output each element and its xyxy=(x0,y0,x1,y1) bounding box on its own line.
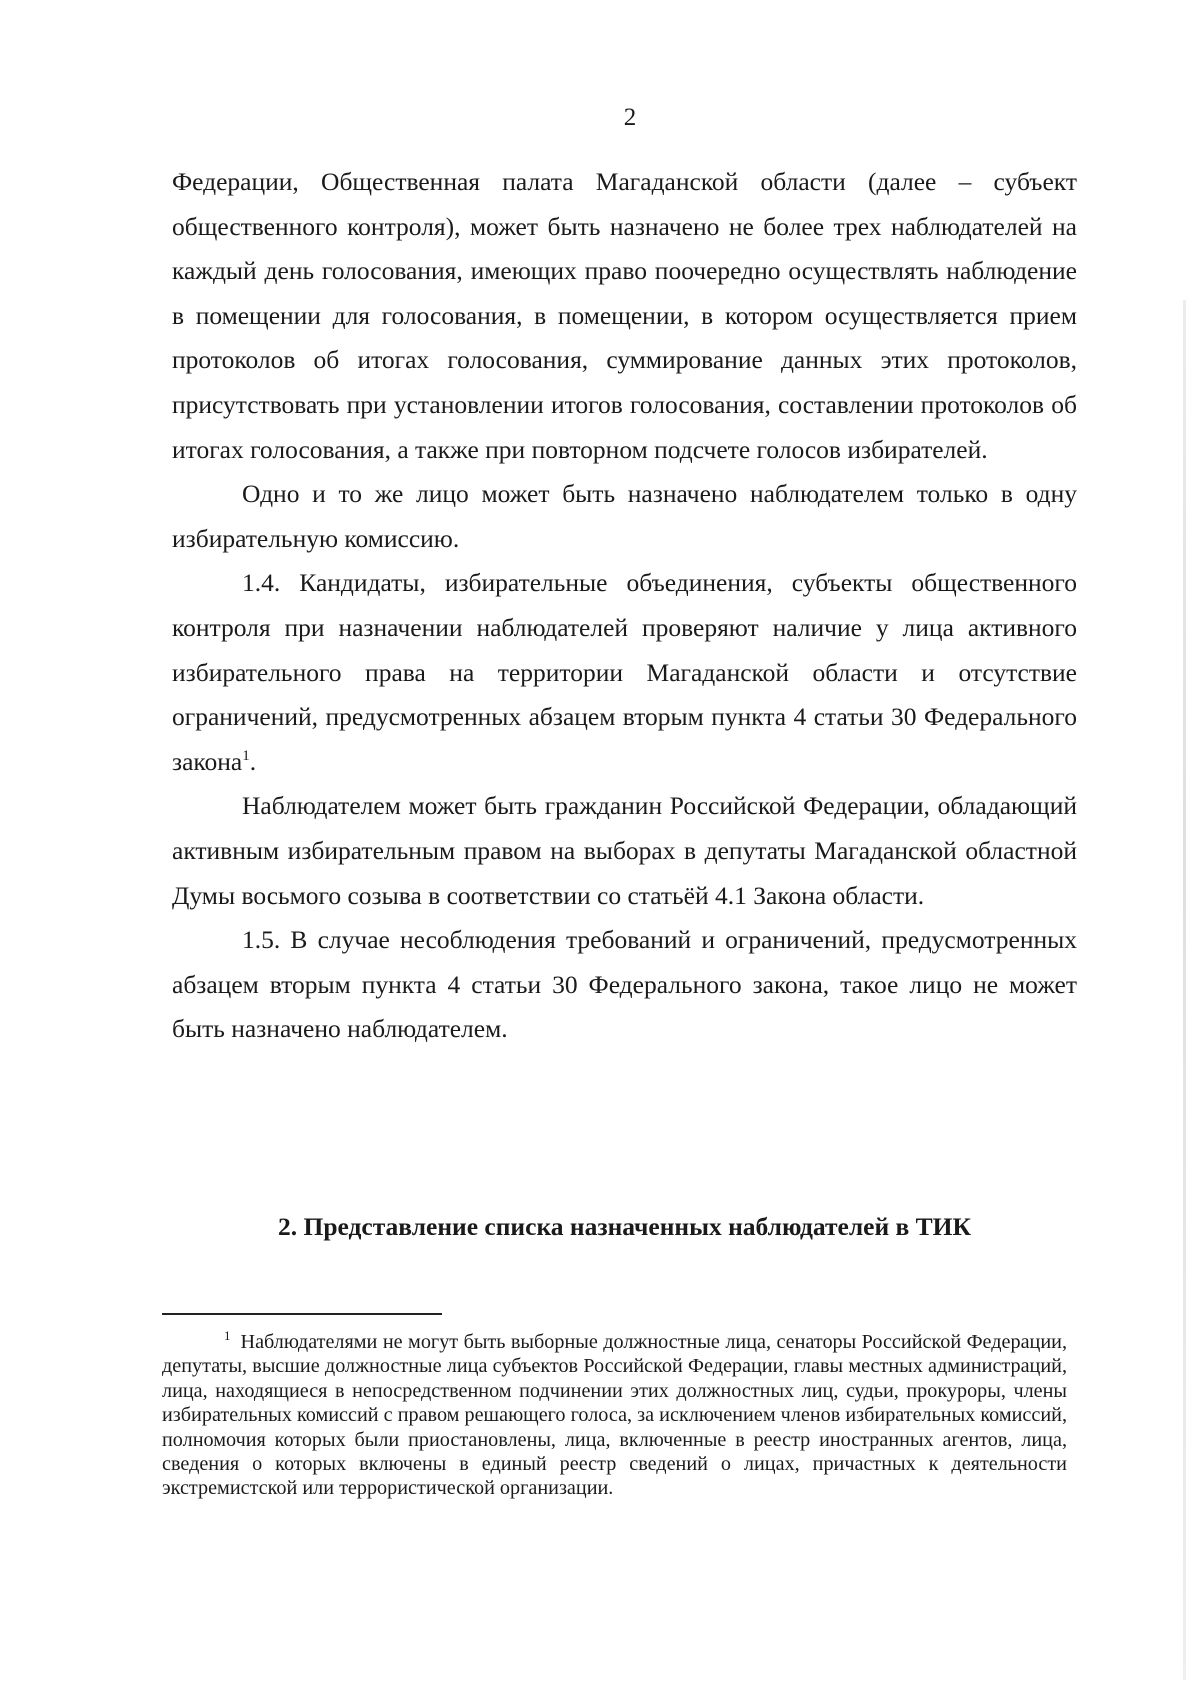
paragraph: Одно и то же лицо может быть назначено наблюдателем только в одну избирательную комиссию. xyxy=(172,479,1077,553)
footnote-separator xyxy=(162,1313,442,1315)
footnote xyxy=(162,1330,1067,1501)
paragraph-text: 1.4. Кандидаты, избирательные объединения, субъекты общественного контроля при назначении наблюдателей проверяют наличие у лица активного избирательного права на территории Магаданской области и отсутствие ограничений, предусмотренных абзацем вторым пункта 4 статьи 30 Федерального закона xyxy=(172,568,1077,776)
page-number: 2 xyxy=(623,104,637,131)
paragraph: Наблюдателем может быть гражданин Российской Федерации, обладающий активным избирательным правом на выборах в депутаты Магаданской областной Думы восьмого созыва в соответствии со статьёй 4.1 Закона области. xyxy=(172,791,1077,910)
footnote-text: Наблюдателями не могут быть выборные должностные лица, сенаторы Российской Федерации, депутаты, высшие должностные лица субъектов Российской Федерации, главы местных администраций, лица, находящиеся в непосредственном подчинении этих должностных лиц, судьи, прокуроры, члены избирательных комиссий с правом решающего голоса, за исключением членов избирательных комиссий, полномочия которых были приостановлены, лица, включенные в реестр иностранных агентов, лица, сведения о которых включены в единый реестр сведений о лицах, причастных к деятельности экстремистской или террористической организации. xyxy=(162,1331,1067,1500)
footnote-reference[interactable]: 1 xyxy=(242,747,250,764)
section-heading: 2. Представление списка назначенных наблюдателей в ТИК xyxy=(277,1212,972,1241)
footnote-marker: 1 xyxy=(224,1328,231,1343)
paragraph-continued: Федерации, Общественная палата Магаданской области (далее – субъект общественного контроля), может быть назначено не более трех наблюдателей на каждый день голосования, имеющих право поочередно осуществлять наблюдение в помещении для голосования, в помещении, в котором осуществляется прием протоколов об итогах голосования, суммирование данных этих протоколов, присутствовать при установлении итогов голосования, составлении протоколов об итогах голосования, а также при повторном подсчете голосов избирателей. xyxy=(172,167,1077,464)
paragraph-1-5: 1.5. В случае несоблюдения требований и ограничений, предусмотренных абзацем вторым пункта 4 статьи 30 Федерального закона, такое лицо не может быть назначено наблюдателем. xyxy=(172,925,1077,1044)
paragraph-1-4 xyxy=(172,561,1077,784)
scan-edge-shadow xyxy=(1183,300,1186,1680)
document-body xyxy=(172,160,1077,1052)
paragraph-tail: . xyxy=(249,746,257,776)
